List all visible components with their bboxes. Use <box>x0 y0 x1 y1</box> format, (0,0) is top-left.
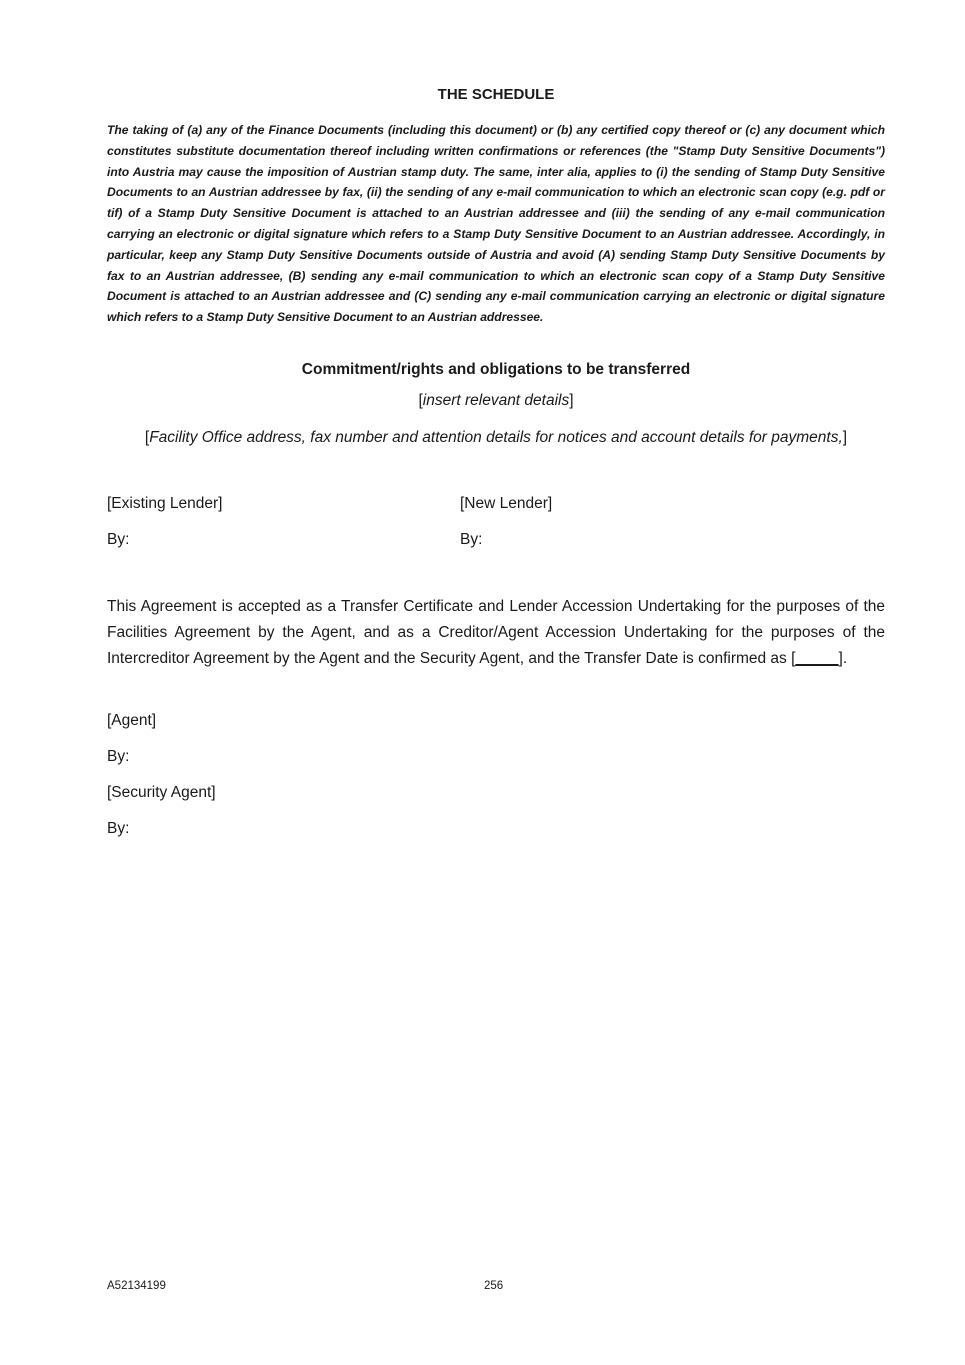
agent-by: By: <box>107 748 130 765</box>
security-agent-label: [Security Agent] <box>107 784 216 801</box>
commitment-heading: Commitment/rights and obligations to be transferred <box>301 361 691 378</box>
agent-label: [Agent] <box>107 712 157 729</box>
existing-lender-by: By: <box>107 531 130 548</box>
details-placeholder: [insert relevant details] <box>418 392 574 409</box>
details-placeholder-text: insert relevant details <box>422 392 570 409</box>
acceptance-paragraph <box>107 594 885 672</box>
facility-office-details: [Facility Office address, fax number and attention details for notices and account details for payments,] <box>144 429 848 446</box>
acceptance-text: This Agreement is accepted as a Transfer Certificate and Lender Accession Undertaking for the purposes of the Facilities Agreement by the Agent, and as a Creditor/Agent Accession Undertaking for the purposes of the Intercreditor Agreement by the Agent and the Security Agent, and the Transfer Date is confirmed as [ <box>107 598 885 667</box>
schedule-title: THE SCHEDULE <box>437 86 555 103</box>
new-lender-label: [New Lender] <box>460 495 553 512</box>
security-agent-by: By: <box>107 820 130 837</box>
acceptance-end: ]. <box>838 650 848 667</box>
transfer-date-blank: _____ <box>795 650 839 667</box>
document-reference: A52134199 <box>107 1280 166 1292</box>
page-number: 256 <box>484 1280 504 1292</box>
facility-office-text: Facility Office address, fax number and attention details for notices and account details for payments, <box>149 429 843 446</box>
stamp-duty-notice: The taking of (a) any of the Finance Documents (including this document) or (b) any certified copy thereof or (c) any document which constitutes substitute documentation thereof including written confirmations or references (the "Stamp Duty Sensitive Documents") into Austria may cause the imposition of Austrian stamp duty. The same, inter alia, applies to (i) the sending of Stamp Duty Sensitive Documents to an Austrian addressee by fax, (ii) the sending of any e-mail communication to which an electronic scan copy (e.g. pdf or tif) of a Stamp Duty Sensitive Document is attached to an Austrian addressee and (iii) the sending of any e-mail communication carrying an electronic or digital signature which refers to a Stamp Duty Sensitive Document to an Austrian addressee. Accordingly, in particular, keep any Stamp Duty Sensitive Documents outside of Austria and avoid (A) sending Stamp Duty Sensitive Documents by fax to an Austrian addressee, (B) sending any e-mail communication to which an electronic scan copy of a Stamp Duty Sensitive Document is attached to an Austrian addressee and (C) sending any e-mail communication carrying an electronic or digital signature which refers to a Stamp Duty Sensitive Document to an Austrian addressee. <box>107 123 885 325</box>
new-lender-by: By: <box>460 531 483 548</box>
document-page <box>107 0 885 1365</box>
existing-lender-label: [Existing Lender] <box>107 495 223 512</box>
